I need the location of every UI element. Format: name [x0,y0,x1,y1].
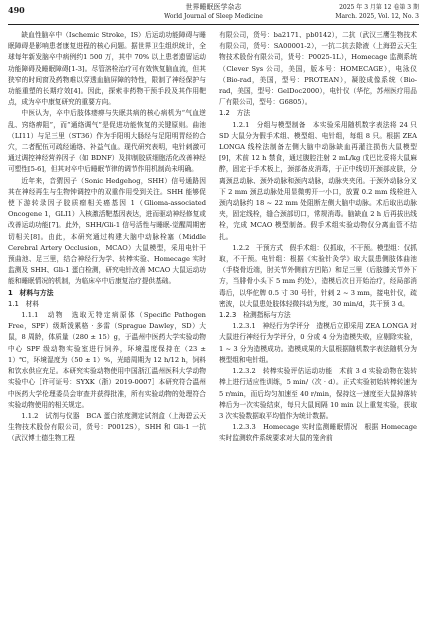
issue-info-cn: 2025 年 3 月第 12 卷第 3 期 [339,4,419,11]
subsection-heading: 1.2.3 检测指标与方法 [219,311,291,320]
paragraph: 中医认为，卒中后肢体痿痹与失眠共病的核心病机为“气血逆乱、窍络痹阻”，而“通络调气”是促进功能恢复的关键原则。曲池（LI11）与足三里（ST36）作为手阳明大肠经与足阳明胃经的合穴，二者配伍可疏经通络、补益气血。现代研究表明，电针刺激可通过调控神经营养因子（如 BDNF）及抑制胶质细胞活化改善神经可塑性[5-6]，但其对卒中后睡眠节律的调节作用机制尚未明确。 [8,109,206,174]
page-header [8,2,419,25]
journal-title-en: World Journal of Sleep Medicine [164,13,263,20]
paragraph-continued: 有限公司，货号：ba2171、pb0142），二抗（武汉三鹰生物技术有限公司，货号：SA00001-2），一抗二抗去除液（上海碧云天生物技术股份有限公司，货号：P0025-1L），Homecage 监测系统（Clever Sys 公司，美国，版本号：HOMECAGE），电泳仪（Bio-rad，美国，型号：PROTEAN），凝胶成像系统（Bio-rad，美国，型号：GelDoc2000），电针仪（华佗，苏州医疗用品厂有限公司，型号：G6805）。 [219,31,417,107]
paragraph: 1.2.1 分组与模型制备 本实验采用随机数字表法将 24 只 SD 大鼠分为假手术组、模型组、电针组，每组 8 只。根据 ZEA LONGA 线栓法制备左侧大脑中动脉缺血再灌注损伤大鼠模型[9]，术前 12 h 禁食，通过腹腔注射 2 mL/kg 戊巴比妥将大鼠麻醉，固定于手术板上，颈部备皮消毒，于正中线切开颈部皮肤，分离颈总动脉、颈外动脉和颈内动脉，动脉夹夹闭。于颈外动脉分叉下 2 mm 颈总动脉处用显微剪开一小口，放置 0.2 mm 线栓进入颈内动脉约 18 ~ 22 mm 处阻断左侧大脑中动脉。术后取出动脉夹，固定线栓，缝合颈部切口，常规消毒。脑缺血 2 h 后再拔出线栓，完成 MCAO 模型制备。假手术组实验动物仅分离血管不结扎。 [219,120,417,241]
paragraph: 近年来，音猬因子（Sonic Hedgehog，SHH）信号通路因其在神经再生与生物钟调控中的双重作用受到关注。SHH 能够促使下游转录因子胶质瘤相关癌基因 1（Glioma-associated Oncogene 1，GLI1）入核激活靶基因表达，进而驱动神经修复或改善运动功能[7]。此外，SHH/Gli-1 信号活性与睡眠-觉醒周期密切相关[8]。由此，本研究通过构建大脑中动脉栓塞（Middle Cerebral Artery Occlusion，MCAO）大鼠模型，采用电针干预曲池、足三里，结合神经行为学、转棒实验、Homecage 实时监测及 SHH、Gli-1 蛋白检测，研究电针改善 MCAO 大鼠运动功能和睡眠情况的机制，为临床卒中后康复治疗提供基础。 [8,176,206,286]
paragraph: 1.2.3.1 神经行为学评分 造模后立即采用 ZEA LONGA 对大鼠进行神经行为学评分，0 分或 4 分为造模失败，应剔除实验，1 ~ 3 分为造模成功。造模成果的大鼠根据随机数字表法随机分为模型组和电针组。 [219,322,417,364]
page-number: 490 [8,5,25,15]
subsection-heading: 1.2 方法 [219,109,251,118]
journal-title-cn: 世界睡眠医学杂志 [185,3,242,11]
section-heading: 1 材料与方法 [8,288,54,297]
paragraph: 1.1.1 动物 选取无特定病原体（Specific Pathogen Free，SPF）级斯泼累格 · 多雷（Sprague Dawley，SD）大鼠，8 周龄，体质量（280 ± 15）g，于温州中医药大学实验动物中心 SPF 级动物实验室进行饲养，环境温度保持在（23 ± 1）℃，环境湿度为（50 ± 1）%，光暗周期为 12 h/12 h，饲料和饮水供应充足。本研究实验动物使用中国浙江温州医科大学动物实验中心［许可证号：SYXK（浙）2019-0007］本研究符合温州中医药大学伦理委员会审查并获得批准，所有实验动物的处理符合实验动物使用的相关规定。 [8,311,206,409]
paragraph: 1.2.2 干预方式 假手术组：仅抓取，不干预。模型组：仅抓取，不干预。电针组：根据《实验针灸学》取大鼠患侧肢体曲池（手桡骨近端，肘关节外侧前方凹陷）和足三里（后肢膝关节外下方，当腓骨小头下 5 mm 约处），造模后次日开始治疗，经局部消毒后，以华佗牌 0.5 寸 30 号针，针刺 2 ~ 3 mm，接电针仪，疏密波，以大鼠患处肢体轻微抖动为度，30 min/d，共干预 3 d。 [219,243,417,308]
subsection-heading: 1.1 材料 [8,299,40,308]
paragraph: 1.2.3.2 转棒实验评估运动功能 术前 3 d 实验动物在装转棒上进行适应性训练，5 min/（次 · d）。正式实验初始转棒转速为 5 r/min，而后均匀加速至 40 r/min，保持这一速度至大鼠掉落转棒后为一次实验结束，每只大鼠间隔 10 min 以上重复实验，获取 3 次实验数据取平均值作为统计数据。 [219,367,417,420]
left-column [8,30,206,445]
issue-info-en: March. 2025, Vol. 12, No. 3 [335,13,419,20]
paragraph: 缺血性脑卒中（Ischemic Stroke，IS）后运动功能障碍与睡眠障碍是影响患者康复进程的核心问题。据世界卫生组织统计，全球每年新发脑卒中病例约1 500 万，其中 70% 以上患者遗留运动功能障碍及睡眠障碍[1-3]。尽管溶栓治疗可有效恢复脑血流，但其狭窄的时间窗及药物难以穿透血脑屏障的特性，限制了神经保护与功能重塑的长期疗效[4]。因此，探索非药物干预手段及其作用靶点，成为卒中康复研究的重要方向。 [8,31,206,107]
paragraph: 1.1.2 试剂与仪器 BCA 蛋白浓度测定试剂盒（上海碧云天生物技术股份有限公司，货号：P0012S），SHH 和 Gli-1 一抗（武汉博士德生物工程 [8,411,206,443]
right-column [219,30,417,445]
paragraph: 1.2.3.3 Homecage 实时监测睡眠情况 根据 Homecage 实时监测软件系统要求对大鼠的笼舍前 [219,423,417,443]
